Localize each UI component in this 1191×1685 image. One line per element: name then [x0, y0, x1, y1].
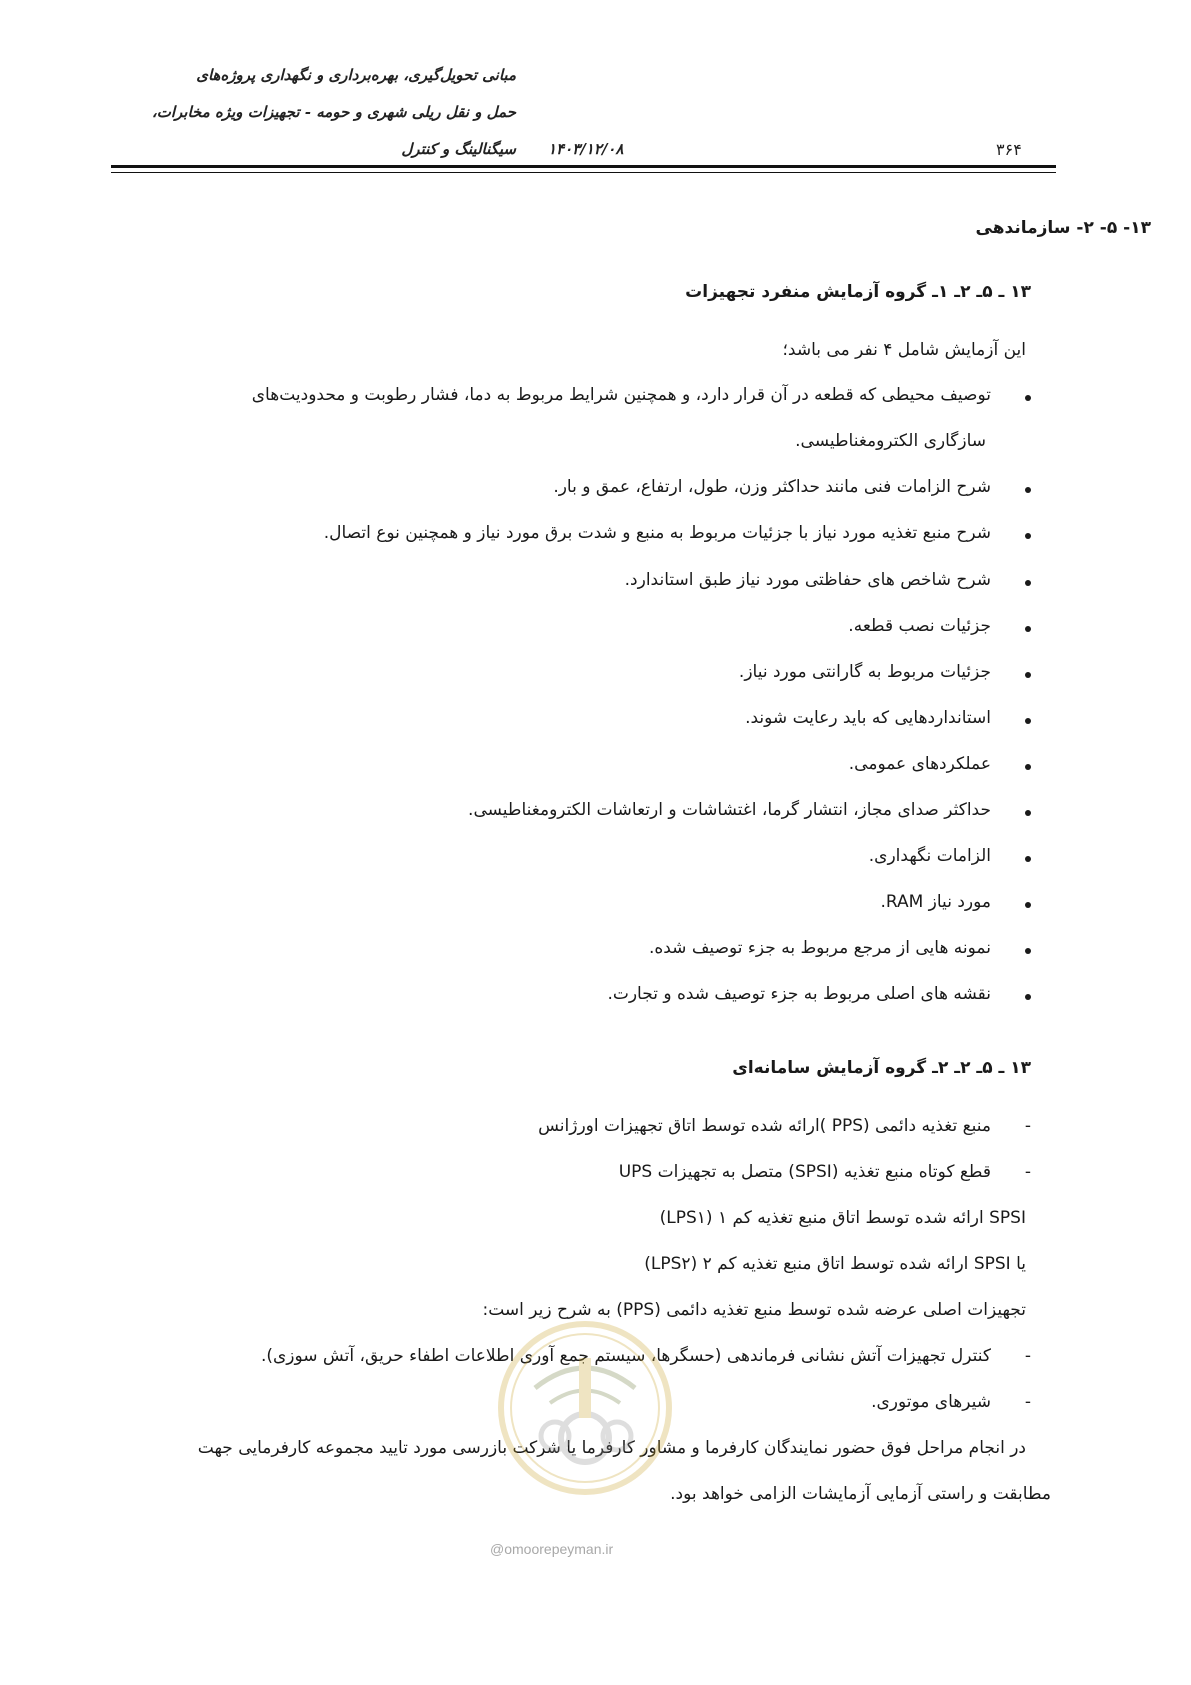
- bullet-icon: [1025, 810, 1031, 816]
- list-item: نقشه های اصلی مربوط به جزء توصیف شده و تجارت.: [607, 984, 1031, 1004]
- omoorepeyman-logo-icon: [495, 1318, 675, 1498]
- bullet-icon: [1025, 626, 1031, 632]
- list-item: شرح منبع تغذیه مورد نیاز با جزئیات مربوط به منبع و شدت برق مورد نیاز و همچنین نوع اتصال.: [324, 523, 1031, 543]
- bullet-icon: [1025, 856, 1031, 862]
- dash-marker: -: [1024, 1346, 1031, 1366]
- header-date: ۱۴۰۳/۱۲/۰۸: [548, 140, 624, 158]
- list-item: حداکثر صدای مجاز، انتشار گرما، اغتشاشات و ارتعاشات الکترومغناطیسی.: [468, 800, 1031, 820]
- bullet-icon: [1025, 395, 1031, 401]
- list-item: شرح الزامات فنی مانند حداکثر وزن، طول، ارتفاع، عمق و بار.: [553, 477, 1031, 497]
- paragraph-line: مطابقت و راستی آزمایی آزمایشات الزامی خواهد بود.: [670, 1484, 1051, 1504]
- bullet-icon: [1025, 902, 1031, 908]
- dash-marker: -: [1024, 1116, 1031, 1136]
- subsection-heading-2: ۱۳ ـ ۵ـ ۲ـ ۲ـ گروه آزمایش سامانه‌ای: [732, 1058, 1031, 1078]
- bullet-icon: [1025, 580, 1031, 586]
- subsection-heading-1: ۱۳ ـ ۵ـ ۲ـ ۱ـ گروه آزمایش منفرد تجهیزات: [685, 282, 1031, 302]
- header-title-line3: سیگنالینگ و کنترل: [401, 140, 516, 158]
- page-number: ۳۶۴: [996, 140, 1022, 159]
- list-item: - منبع تغذیه دائمی (PPS )ارائه شده توسط اتاق تجهیزات اورژانس: [538, 1116, 1031, 1136]
- section-heading: ۱۳- ۵- ۲- سازماندهی: [975, 218, 1151, 238]
- list-item: جزئیات مربوط به گارانتی مورد نیاز.: [739, 662, 1031, 682]
- subsection-intro: این آزمایش شامل ۴ نفر می باشد؛: [782, 340, 1026, 360]
- text-line: تجهیزات اصلی عرضه شده توسط منبع تغذیه دائمی (PPS) به شرح زیر است:: [482, 1300, 1026, 1320]
- bullet-icon: [1025, 994, 1031, 1000]
- header-title-line2: حمل و نقل ریلی شهری و حومه - تجهیزات ویژه مخابرات،: [151, 103, 516, 121]
- list-item: توصیف محیطی که قطعه در آن قرار دارد، و همچنین شرایط مربوط به دما، فشار رطوبت و محدودیت‌های: [252, 385, 1031, 405]
- list-item: - شیرهای موتوری.: [871, 1392, 1031, 1412]
- list-item: عملکردهای عمومی.: [849, 754, 1031, 774]
- paragraph-line: در انجام مراحل فوق حضور نمایندگان کارفرما و مشاور کارفرما یا شرکت بازرسی مورد تایید مجموعه کارفرمایی جهت: [197, 1438, 1026, 1458]
- at-icon: @: [490, 1541, 505, 1557]
- list-item: استانداردهایی که باید رعایت شوند.: [745, 708, 1031, 728]
- list-item: الزامات نگهداری.: [869, 846, 1031, 866]
- bullet-icon: [1025, 672, 1031, 678]
- dash-marker: -: [1024, 1162, 1031, 1182]
- list-item: - کنترل تجهیزات آتش نشانی فرماندهی (حسگرها، سیستم جمع آوری اطلاعات اطفاء حریق، آتش سوزی).: [260, 1346, 1031, 1366]
- list-item: نمونه هایی از مرجع مربوط به جزء توصیف شده.: [649, 938, 1031, 958]
- bullet-icon: [1025, 487, 1031, 493]
- list-item: - قطع کوتاه منبع تغذیه (SPSI) متصل به تجهیزات UPS: [618, 1162, 1031, 1182]
- list-item: جزئیات نصب قطعه.: [848, 616, 1031, 636]
- bullet-icon: [1025, 764, 1031, 770]
- watermark-url: @omoorepeyman.ir: [490, 1541, 614, 1557]
- header-title-line1: مبانی تحویل‌گیری، بهره‌برداری و نگهداری پروژه‌های: [196, 66, 516, 84]
- bullet-icon: [1025, 948, 1031, 954]
- header-rule-thin: [111, 172, 1056, 173]
- dash-marker: -: [1024, 1392, 1031, 1412]
- bullet-icon: [1025, 718, 1031, 724]
- bullet-icon: [1025, 533, 1031, 539]
- list-item-continuation: سازگاری الکترومغناطیسی.: [795, 431, 986, 451]
- text-line: یا SPSI ارائه شده توسط اتاق منبع تغذیه کم ۲ (LPS۲): [644, 1254, 1026, 1274]
- list-item: شرح شاخص های حفاظتی مورد نیاز طبق استاندارد.: [625, 570, 1031, 590]
- header-rule-thick: [111, 165, 1056, 168]
- list-item: مورد نیاز RAM.: [880, 892, 1031, 912]
- text-line: SPSI ارائه شده توسط اتاق منبع تغذیه کم ۱ (LPS۱): [659, 1208, 1026, 1228]
